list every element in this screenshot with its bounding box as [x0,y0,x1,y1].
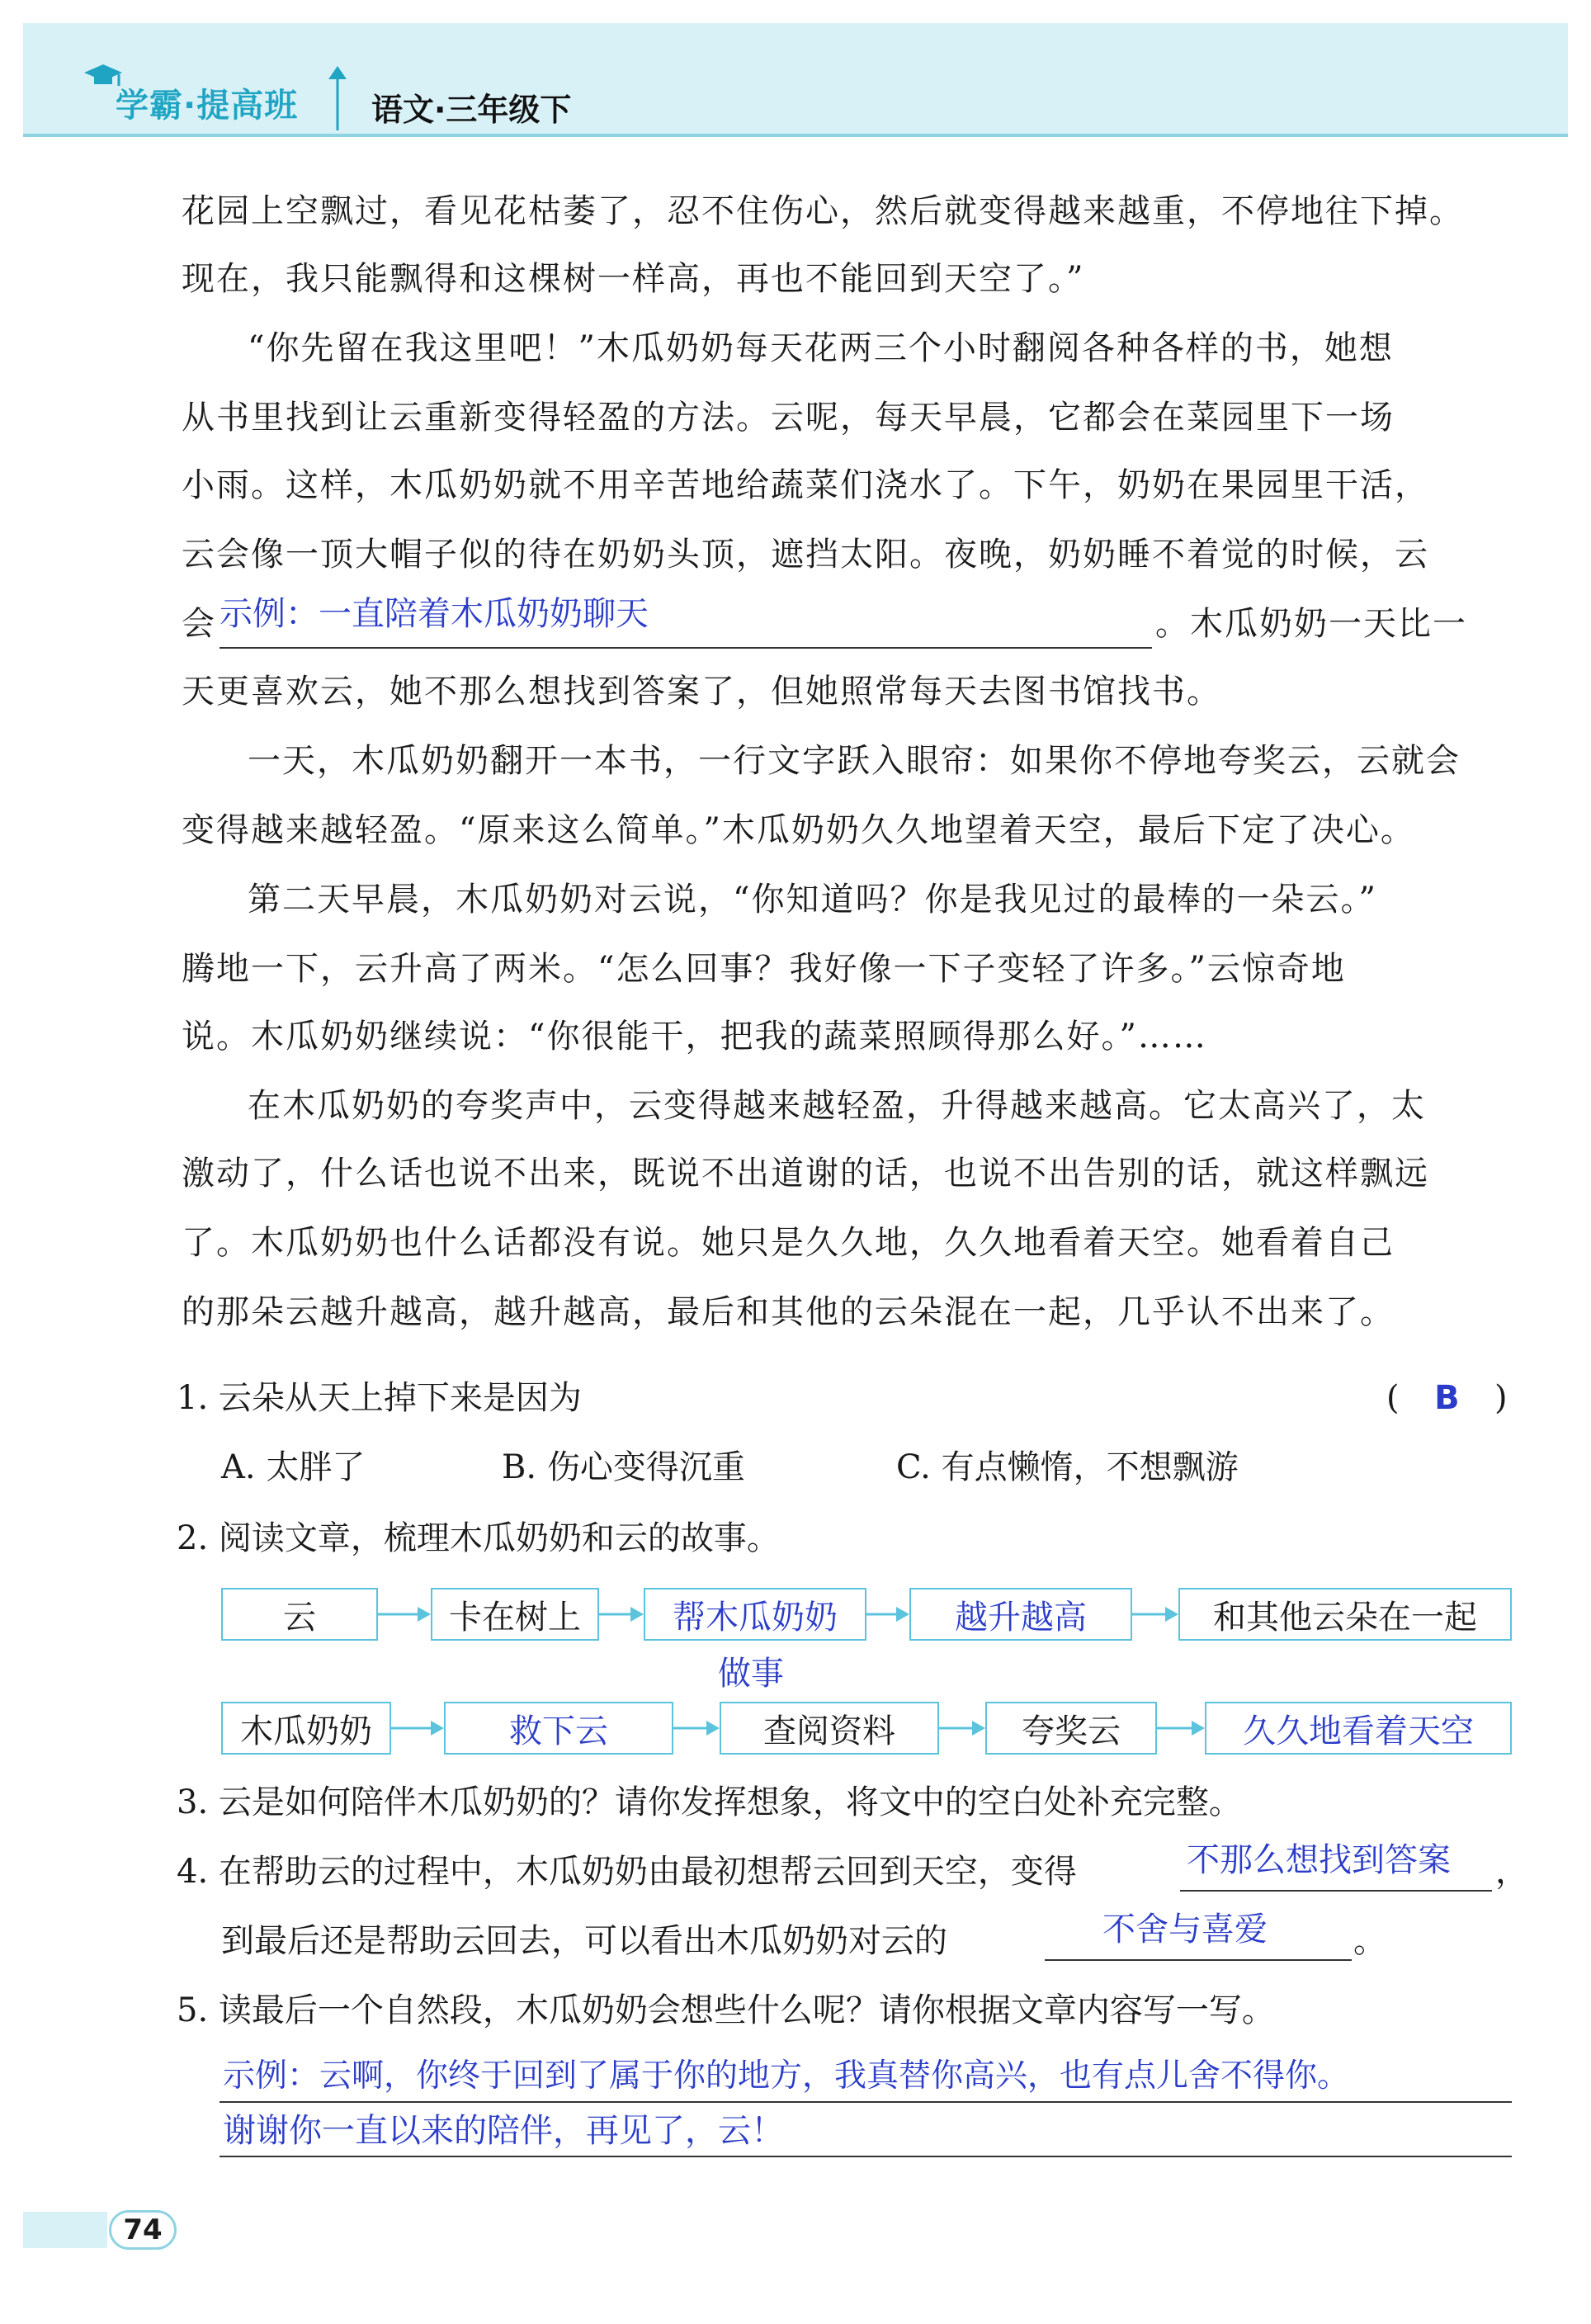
up-arrow-icon [327,66,348,132]
footer-strip [23,2212,107,2248]
subject-title: 语文·三年级下 [371,92,572,128]
passage-line: 第二天早晨，木瓜奶奶对云说，“你知道吗？你是我见过的最棒的一朵云。” [248,881,1377,919]
question-1: 1. 云朵从天上掉下来是因为 [177,1379,582,1417]
flow-box-grandma: 木瓜奶奶 [221,1702,391,1755]
flow-box-answer-rescue: 救下云 [444,1702,673,1755]
right-arrow-icon [866,1604,909,1624]
answer-parentheses [1386,1380,1508,1416]
header-divider [23,134,1568,137]
page-number: 74 [109,2210,177,2250]
answer-blank-line [1045,1959,1352,1961]
answer-blank-line [220,2101,1512,2103]
blank-answer: 示例：一直陪着木瓜奶奶聊天 [220,595,649,633]
question-4-line-1: 4. 在帮助云的过程中，木瓜奶奶由最初想帮云回到天空，变得 [177,1853,1077,1891]
passage-line: 从书里找到让云重新变得轻盈的方法。云呢，每天早晨，它都会在菜园里下一场 [182,399,1395,437]
right-arrow-icon [939,1718,985,1738]
question-3: 3. 云是如何陪伴木瓜奶奶的？请你发挥想象，将文中的空白处补充完整。 [177,1783,1242,1821]
passage-line: 小雨。这样，木瓜奶奶就不用辛苦地给蔬菜们浇水了。下午，奶奶在果园里干活， [182,466,1429,504]
passage-line: 变得越来越轻盈。“原来这么简单。”木瓜奶奶久久地望着天空，最后下定了决心。 [182,811,1415,849]
right-arrow-icon [673,1718,720,1738]
q5-answer-line-1: 示例：云啊，你终于回到了属于你的地方，我真替你高兴，也有点儿舍不得你。 [223,2057,1350,2095]
flow-box-join-clouds: 和其他云朵在一起 [1178,1588,1512,1641]
question-2: 2. 阅读文章，梳理木瓜奶奶和云的故事。 [177,1519,780,1557]
paren-open: ( [1386,1379,1400,1417]
right-arrow-icon [1157,1718,1205,1738]
brand-title: 学霸·提高班 [116,87,299,125]
passage-line: 。木瓜奶奶一天比一 [1155,605,1467,643]
flow-box-answer-rise: 越升越高 [909,1588,1132,1641]
flow-box-cloud: 云 [221,1588,378,1641]
right-arrow-icon [378,1604,431,1624]
flow-box-stuck-in-tree: 卡在树上 [431,1588,599,1641]
option-c: C. 有点懒惰，不想飘游 [896,1448,1239,1486]
passage-line: 花园上空飘过，看见花枯萎了，忍不住伤心，然后就变得越来越重，不停地往下掉。 [182,192,1464,230]
flow-box-answer-help: 帮木瓜奶奶 [644,1588,866,1641]
right-arrow-icon [1132,1604,1178,1624]
right-arrow-icon [391,1718,444,1738]
q4-answer-2: 不舍与喜爱 [1102,1911,1268,1948]
question-4-line-2: 到最后还是帮助云回去，可以看出木瓜奶奶对云的 [221,1922,947,1960]
q4-period: 。 [1353,1922,1386,1960]
passage-line: 激动了，什么话也说不出来，既说不出道谢的话，也说不出告别的话，就这样飘远 [182,1155,1429,1193]
q5-answer-line-2: 谢谢你一直以来的陪伴，再见了，云！ [223,2112,784,2150]
option-b: B. 伤心变得沉重 [502,1448,745,1486]
flow-box-research: 查阅资料 [720,1702,939,1755]
passage-line: 的那朵云越升越高，越升越高，最后和其他的云朵混在一起，几乎认不出来了。 [182,1293,1395,1331]
passage-line: 了。木瓜奶奶也什么话都没有说。她只是久久地，久久地看着天空。她看着自己 [182,1224,1395,1262]
answer-blank-line [220,2156,1512,2157]
passage-line: 腾地一下，云升高了两米。“怎么回事？我好像一下子变轻了许多。”云惊奇地 [182,950,1346,988]
q1-answer: B [1434,1379,1460,1417]
q4-answer-1: 不那么想找到答案 [1187,1841,1451,1879]
q4-comma: ， [1495,1853,1528,1891]
flow-box-praise-cloud: 夸奖云 [985,1702,1157,1755]
flow-box-answer-gaze: 久久地看着天空 [1205,1702,1512,1755]
passage-line: 说。木瓜奶奶继续说：“你很能干，把我的蔬菜照顾得那么好。”…… [182,1018,1207,1056]
passage-line: 在木瓜奶奶的夸奖声中，云变得越来越轻盈，升得越来越高。它太高兴了，太 [248,1087,1426,1125]
answer-blank-line [220,647,1152,649]
paren-close: ) [1494,1379,1508,1417]
passage-line: “你先留在我这里吧！”木瓜奶奶每天花两三个小时翻阅各种各样的书，她想 [248,329,1394,367]
flow-box-answer-continued: 做事 [718,1655,784,1693]
passage-line: 天更喜欢云，她不那么想找到答案了，但她照常每天去图书馆找书。 [182,673,1221,711]
option-a: A. 太胖了 [221,1448,366,1486]
answer-blank-line [1180,1890,1492,1892]
passage-line: 云会像一顶大帽子似的待在奶奶头顶，遮挡太阳。夜晚，奶奶睡不着觉的时候，云 [182,536,1429,574]
passage-line: 现在，我只能飘得和这棵树一样高，再也不能回到天空了。” [182,260,1085,298]
right-arrow-icon [599,1604,644,1624]
passage-line: 一天，木瓜奶奶翻开一本书，一行文字跃入眼帘：如果你不停地夸奖云，云就会 [248,742,1461,780]
passage-line: 会 [182,605,216,643]
question-5: 5. 读最后一个自然段，木瓜奶奶会想些什么呢？请你根据文章内容写一写。 [177,1991,1275,2029]
